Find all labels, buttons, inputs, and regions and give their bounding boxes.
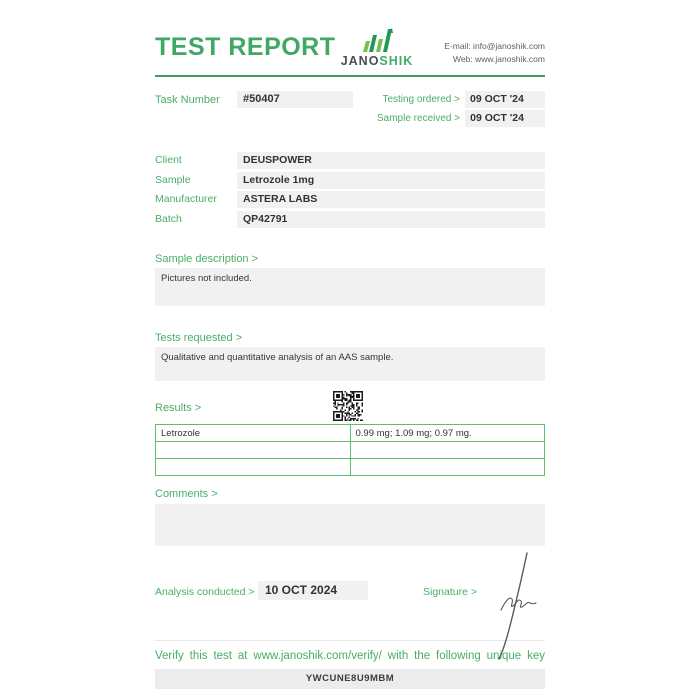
bar-chart-logo-icon [355, 27, 399, 53]
result-values [350, 459, 545, 476]
client-value: DEUSPOWER [237, 152, 545, 169]
verify-instruction: Verify this test at www.janoshik.com/verify/ with the following unique key [155, 650, 545, 662]
analysis-conducted-label: Analysis conducted > [155, 586, 255, 598]
results-table [155, 424, 545, 476]
logo-text-secondary: SHIK [379, 54, 414, 68]
signature-scribble [483, 550, 543, 662]
manufacturer-label: Manufacturer [155, 193, 217, 205]
results-heading: Results > [155, 402, 202, 414]
table-row [156, 425, 545, 442]
sample-received-value: 09 OCT '24 [465, 110, 545, 127]
result-analyte [156, 442, 351, 459]
sample-description-box: Pictures not included. [155, 268, 545, 306]
testing-ordered-value: 09 OCT '24 [465, 91, 545, 108]
task-number-label: Task Number [155, 94, 220, 106]
contact-web: Web: www.janoshik.com [453, 54, 545, 65]
qr-code [333, 391, 363, 421]
result-analyte [156, 459, 351, 476]
signature-label: Signature > [423, 586, 477, 598]
testing-ordered-label: Testing ordered > [382, 94, 460, 105]
table-row [156, 459, 545, 476]
result-values: 0.99 mg; 1.09 mg; 0.97 mg. [350, 425, 545, 442]
page-title: TEST REPORT [155, 33, 336, 61]
sample-description-heading: Sample description > [155, 253, 259, 265]
unique-key: YWCUNE8U9MBM [155, 669, 545, 689]
batch-value: QP42791 [237, 211, 545, 228]
manufacturer-value: ASTERA LABS [237, 191, 545, 208]
result-analyte: Letrozole [156, 425, 351, 442]
table-row [156, 442, 545, 459]
field-row-manufacturer [155, 191, 545, 208]
batch-label: Batch [155, 213, 182, 225]
sample-value: Letrozole 1mg [237, 172, 545, 189]
task-number-value: #50407 [237, 91, 353, 108]
sample-label: Sample [155, 174, 191, 186]
contact-info [444, 40, 545, 66]
comments-box [155, 504, 545, 546]
sample-received-label: Sample received > [377, 113, 461, 124]
header-divider [155, 75, 545, 77]
analysis-conducted-date: 10 OCT 2024 [258, 581, 368, 600]
sample-received-row [377, 110, 545, 127]
tests-requested-box: Qualitative and quantitative analysis of an AAS sample. [155, 347, 545, 381]
testing-ordered-row [377, 91, 545, 108]
report-content [155, 0, 545, 700]
logo-text-primary: JANO [340, 54, 380, 68]
janoshik-logo [327, 27, 427, 68]
result-values [350, 442, 545, 459]
field-row-sample [155, 172, 545, 189]
field-row-client [155, 152, 545, 169]
tests-requested-heading: Tests requested > [155, 332, 243, 344]
field-row-batch [155, 211, 545, 228]
contact-email: E-mail: info@janoshik.com [444, 41, 545, 51]
comments-heading: Comments > [155, 488, 218, 500]
logo-wordmark [327, 54, 427, 68]
client-label: Client [155, 154, 182, 166]
